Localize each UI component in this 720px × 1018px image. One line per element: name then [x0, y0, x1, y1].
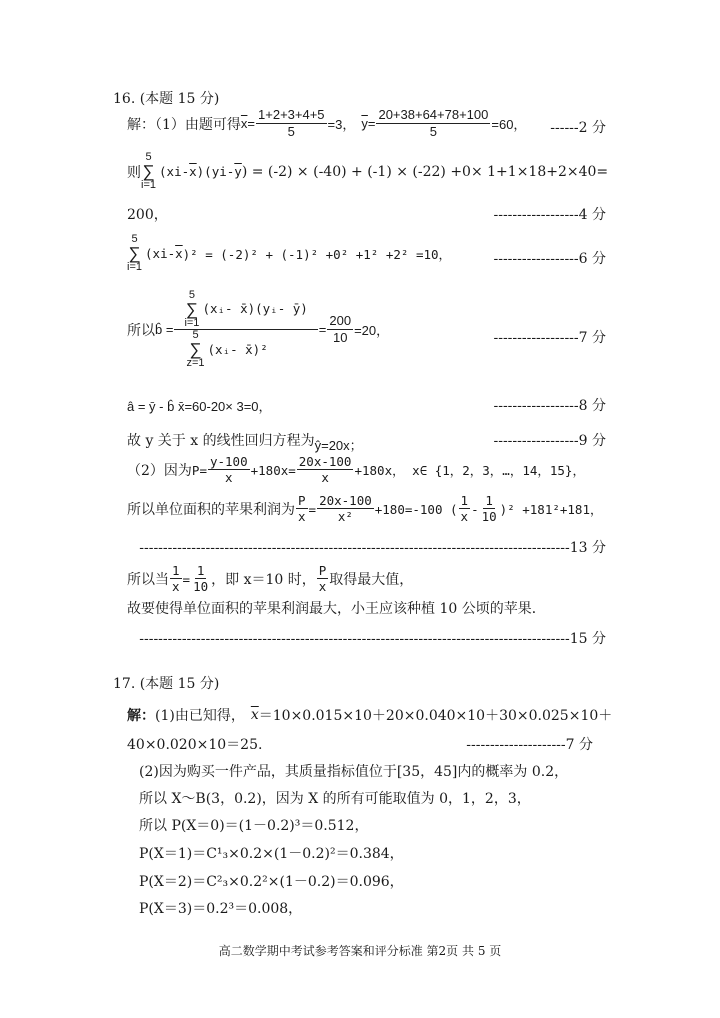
score-8: ------------------8 分: [493, 398, 606, 414]
fraction: [170, 564, 182, 594]
text: +180=-100 (: [374, 501, 458, 517]
q17-line-5: 所以 P(X＝0)＝(1－0.2)³＝0.512，: [139, 818, 369, 834]
q16-line-9: [127, 494, 602, 524]
fraction: [208, 455, 250, 485]
denominator: 10: [193, 579, 209, 595]
fraction: [256, 108, 327, 140]
score-4: ------------------4 分: [493, 207, 606, 223]
q17-line-1: [127, 705, 612, 725]
q17-line-6: P(X＝1)＝C¹₃×0.2×(1－0.2)²＝0.384，: [139, 846, 404, 862]
numerator: y-100: [209, 454, 248, 469]
text: -: [181, 164, 190, 179]
numerator: 1: [485, 493, 493, 508]
text: )² +181²+181，: [499, 502, 603, 518]
q16-line-12: [127, 598, 546, 618]
denominator: x: [225, 470, 233, 486]
text: -: [471, 501, 479, 517]
score-15: -------------------------------------------------------------------------------------------15 分: [139, 631, 606, 647]
score-13: -------------------------------------------------------------------------------------------13 分: [139, 540, 606, 556]
sigma: 5 ∑ i=1: [184, 289, 200, 329]
x-bar: $\overline{x}$: [175, 246, 183, 261]
y-bar: $\overline{y}$: [234, 164, 242, 179]
sigma-lower: i=1: [184, 317, 200, 329]
text: 解：（1）由题可得: [127, 116, 241, 133]
y-bar: $\overline{y}$: [361, 116, 368, 132]
q16-line-1: [127, 108, 526, 140]
q17-line-8: P(X＝3)＝0.2³＝0.008，: [139, 901, 303, 917]
text: =: [318, 322, 327, 337]
sigma: 5 ∑ i=1: [141, 151, 156, 191]
denominator: (xᵢ- x̄)²: [207, 342, 268, 357]
numerator: (xᵢ- x̄)(yᵢ- ȳ): [202, 301, 308, 317]
denominator: x: [172, 579, 180, 595]
q16-line-2: [127, 152, 608, 191]
fraction: [317, 564, 329, 594]
text: b̂ =: [155, 322, 174, 337]
text: =60，: [491, 117, 527, 133]
text: -: [167, 246, 176, 261]
text: â = ȳ - b̂ x̄=60-20× 3=0，: [127, 399, 272, 414]
denominator: x: [460, 509, 469, 525]
score-9: ------------------9 分: [493, 433, 606, 449]
text: =: [367, 116, 376, 132]
q17-line-2: [127, 734, 262, 754]
q16-line-6: [127, 396, 272, 415]
text: =: [247, 116, 256, 132]
numerator: 1: [196, 563, 205, 578]
q17-line-7: P(X＝2)＝C²₃×0.2²×(1－0.2)＝0.096，: [139, 874, 404, 890]
fraction: [459, 494, 471, 524]
text: 取得最大值，: [329, 572, 414, 589]
denominator: 10: [481, 509, 497, 525]
sigma-lower: z=1: [186, 357, 205, 369]
text: )² = (-2)² + (-1)² +0² +1² +2² =10，: [182, 246, 452, 262]
fraction: [317, 494, 374, 524]
q16-header: 16. (本题 15 分): [113, 91, 220, 107]
fraction: [297, 455, 354, 485]
text: 200，: [127, 207, 168, 223]
score-7: ------------------7 分: [493, 330, 606, 346]
sigma-upper: 5: [145, 151, 152, 163]
text: 解：: [127, 708, 155, 724]
sigma-upper: 5: [131, 233, 138, 245]
text: =20，: [354, 323, 390, 338]
q17-line-3: (2)因为购买一件产品，其质量指标值位于[35，45]内的概率为 0.2，: [139, 764, 569, 780]
denominator: x²: [337, 509, 353, 525]
denominator: x: [318, 579, 327, 595]
text: i: [174, 164, 182, 179]
denominator: x: [298, 509, 306, 525]
denominator: 5: [429, 123, 438, 139]
text: (x: [145, 246, 161, 261]
numerator: 1: [172, 563, 180, 578]
q17-line-4: 所以 X～B(3，0.2)，因为 X 的所有可能取值为 0，1，2，3，: [139, 791, 531, 807]
text: =3，: [327, 117, 356, 133]
text: (x: [159, 164, 175, 179]
text: ，即 x＝10 时，: [211, 572, 316, 589]
text: 所以当: [127, 572, 169, 589]
numerator: 1: [460, 493, 469, 508]
q16-line-7: [127, 430, 363, 453]
q16-line-4: [127, 234, 451, 273]
text: 则: [127, 164, 141, 181]
text: =: [308, 501, 317, 517]
text: =: [182, 571, 191, 587]
sigma-upper: 5: [192, 329, 199, 341]
b-fraction: [174, 290, 317, 369]
score-2: ------2 分: [550, 120, 606, 136]
numerator: 1+2+3+4+5: [258, 107, 325, 122]
numerator: 20+38+64+78+100: [378, 107, 489, 122]
text: +180x， x∈ {1，2，3，…，14，15}，: [354, 463, 585, 479]
denominator: 5: [287, 123, 295, 139]
q16-line-5: [127, 290, 389, 369]
fraction: [376, 108, 490, 140]
sigma: 5 ∑ z=1: [186, 329, 205, 369]
score-6: ------------------6 分: [493, 251, 606, 267]
text: 所以: [127, 322, 155, 339]
fraction: [480, 494, 499, 524]
sigma-lower: i=1: [141, 179, 156, 191]
q16-line-11: [127, 564, 413, 594]
denominator: 10: [333, 329, 348, 345]
sigma: 5 ∑ i=1: [127, 233, 142, 273]
fraction: [191, 564, 210, 594]
denominator: x: [321, 470, 329, 486]
fraction: [296, 494, 308, 524]
numerator: 200: [329, 312, 352, 328]
numerator: 20x-100: [319, 493, 372, 508]
text: 40×0.020×10＝25.: [127, 737, 263, 753]
text: i: [219, 164, 227, 179]
numerator: P: [318, 563, 327, 578]
text: ) = (-2) × (-40) + (-1) × (-22) +0× 1+1×18+2×40=: [241, 163, 609, 180]
text: 故 y 关于 x 的线性回归方程为: [127, 433, 315, 449]
sigma-lower: i=1: [127, 261, 142, 273]
text: ŷ=20x；: [314, 437, 363, 453]
text: +180x=: [250, 462, 296, 478]
x-bar: $\overline{x}$: [240, 116, 248, 132]
numerator: 20x-100: [298, 454, 352, 469]
text: ＝10×0.015×10＋20×0.040×10＋30×0.025×10＋: [258, 708, 613, 724]
score-7b: ---------------------7 分: [466, 737, 593, 753]
sigma-upper: 5: [188, 289, 195, 301]
numerator: P: [298, 493, 306, 508]
text: i: [160, 246, 168, 261]
q17-header: 17. (本题 15 分): [113, 676, 220, 692]
text: （2）因为: [127, 463, 192, 480]
q16-line-8: [127, 455, 585, 485]
text: (1)由已知得，: [155, 708, 245, 724]
x-bar: $\overline{x}$: [250, 707, 259, 723]
fraction: [327, 314, 353, 346]
text: 所以单位面积的苹果利润为: [127, 502, 295, 519]
text: P=: [191, 462, 207, 478]
text: )(y: [196, 164, 220, 179]
q16-line-3: [127, 204, 168, 224]
page-footer: 高二数学期中考试参考答案和评分标准 第2页 共 5 页: [218, 944, 502, 958]
x-bar: $\overline{x}$: [189, 164, 197, 179]
text: -: [226, 164, 235, 179]
text: 故要使得单位面积的苹果利润最大，小王应该种植 10 公顷的苹果．: [127, 601, 546, 617]
